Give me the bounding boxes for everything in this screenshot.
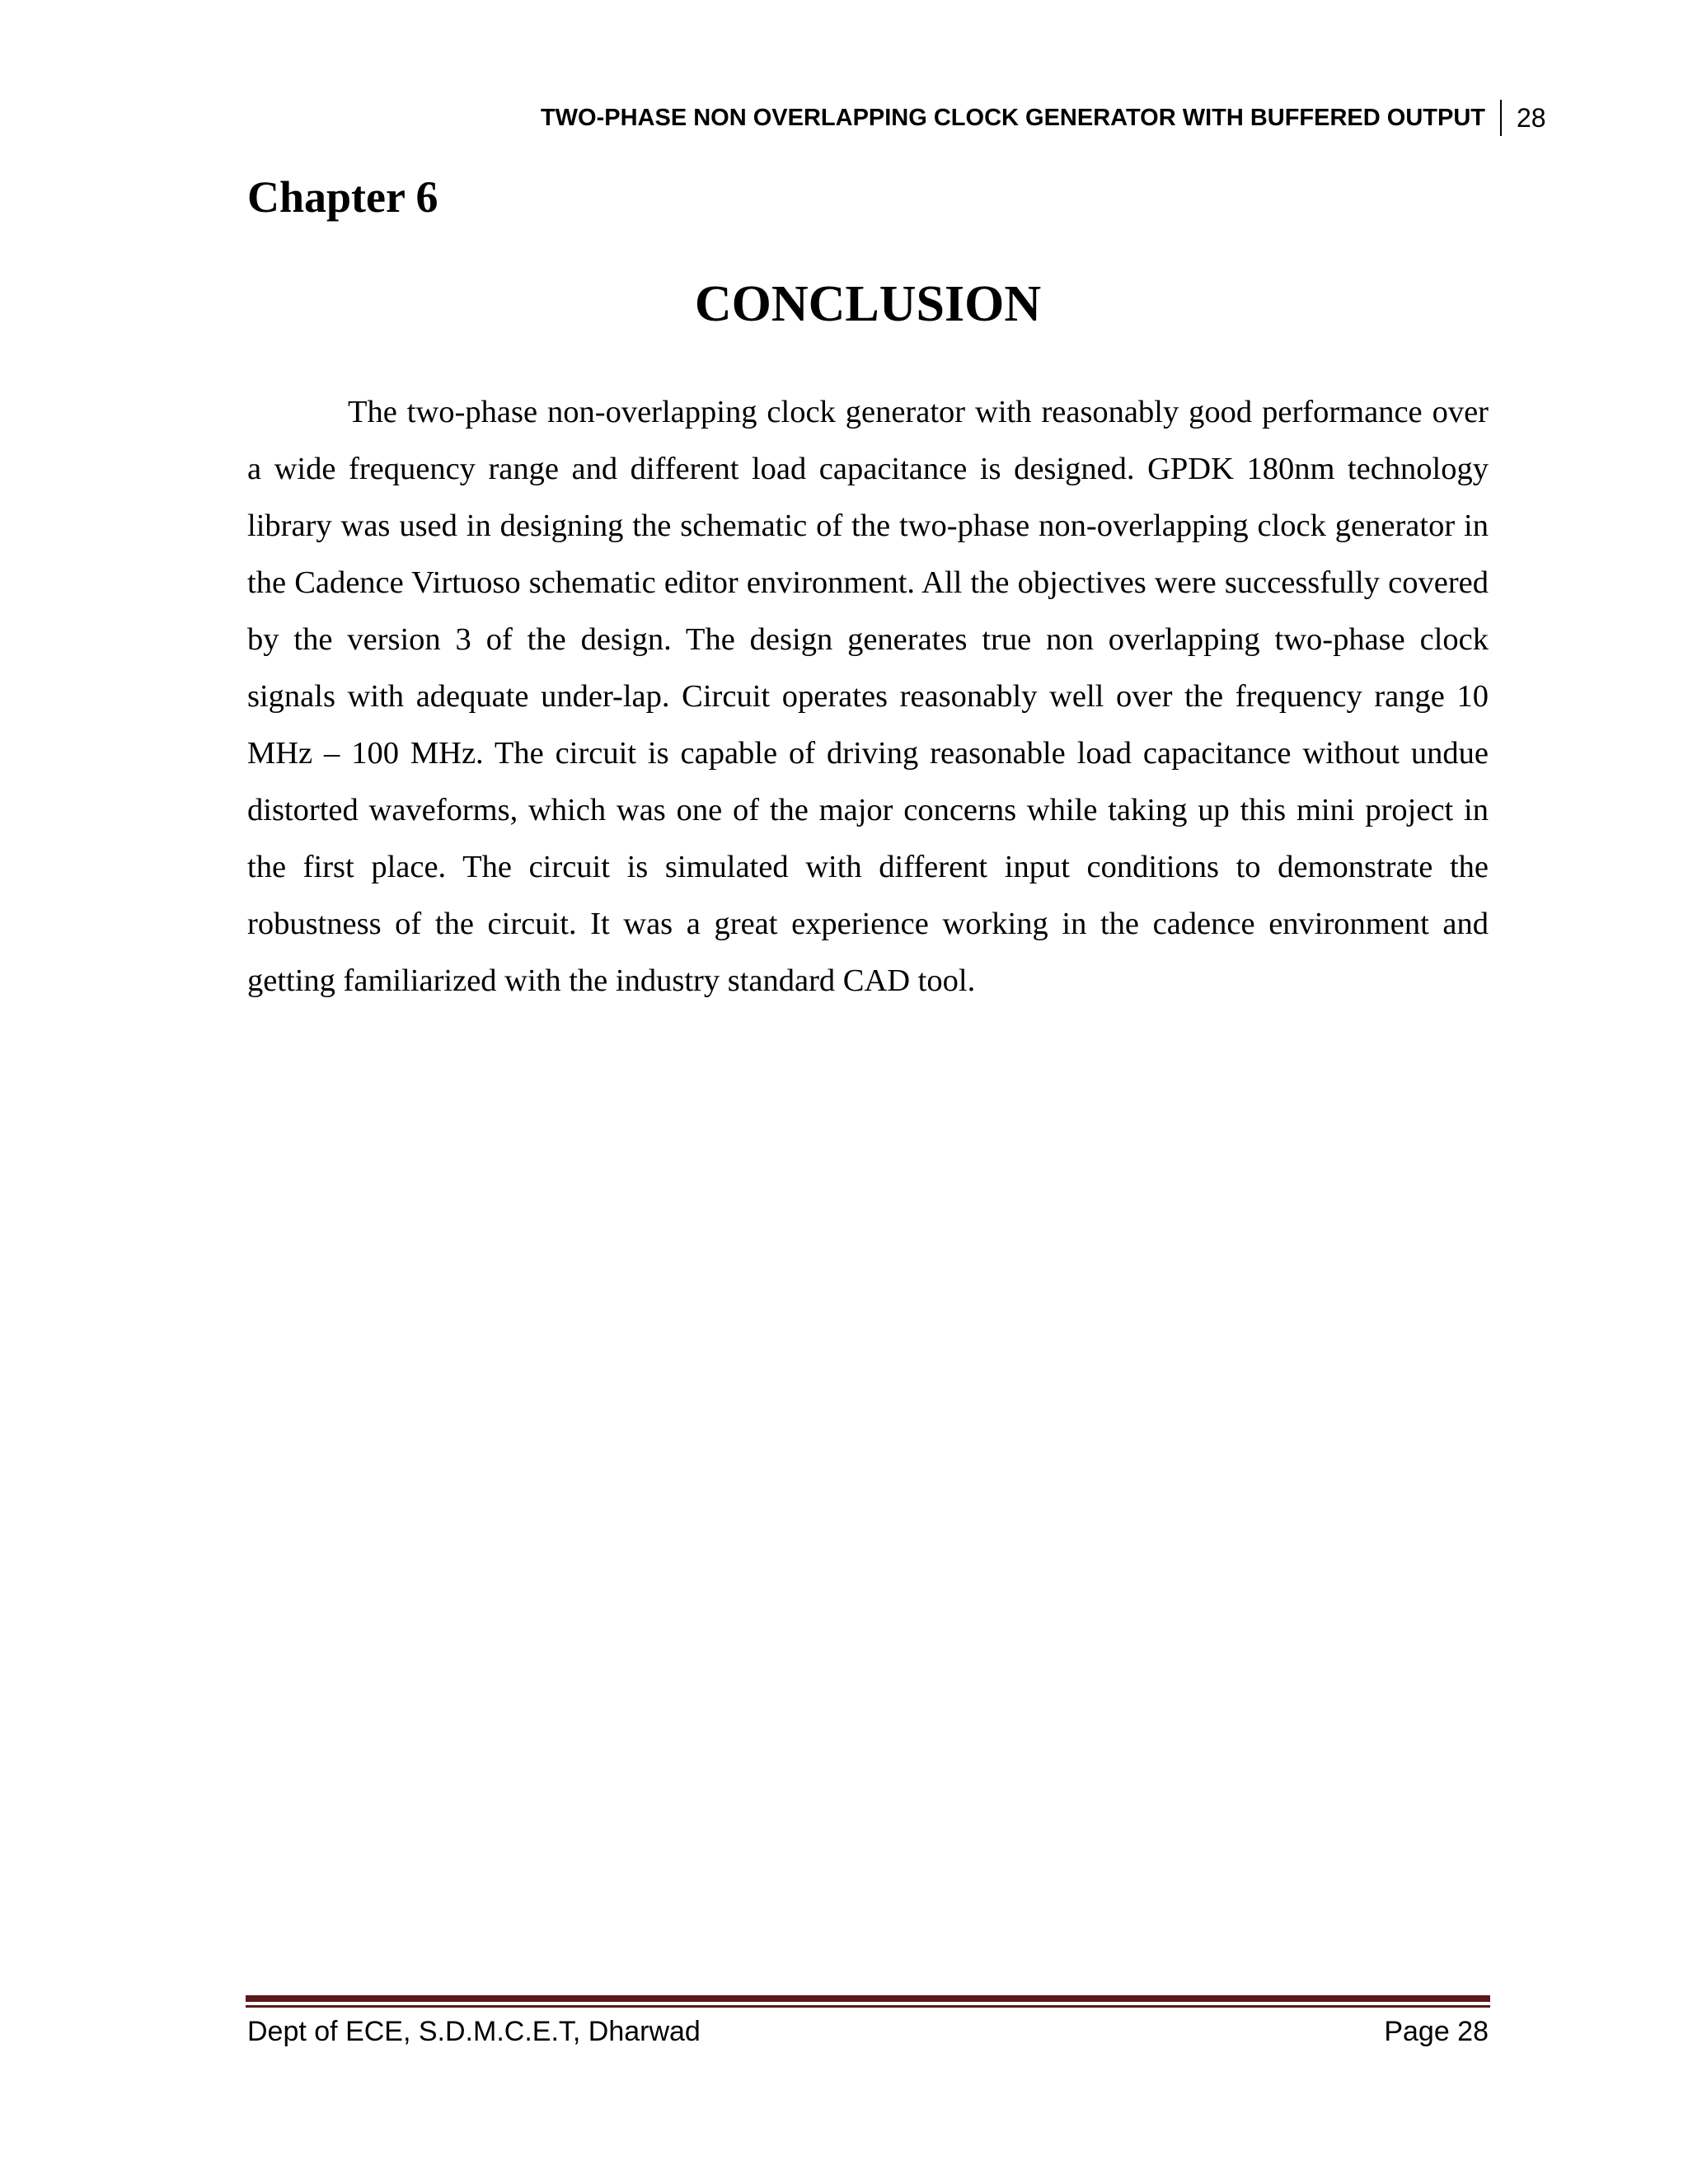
header-separator bbox=[1500, 100, 1502, 136]
footer-rule-thin bbox=[246, 2005, 1490, 2008]
footer-rule-thick bbox=[246, 1995, 1490, 2002]
page-footer bbox=[247, 2011, 1489, 2052]
chapter-label: Chapter 6 bbox=[247, 172, 438, 222]
header-page-number: 28 bbox=[1517, 102, 1546, 133]
header-title: TWO-PHASE NON OVERLAPPING CLOCK GENERATOR WITH BUFFERED OUTPUT bbox=[540, 104, 1485, 131]
running-header bbox=[247, 97, 1550, 138]
body-paragraph: The two-phase non-overlapping clock generator with reasonably good performance over a wide frequency range and different load capacitance is designed. GPDK 180nm technology library was used in designing the schematic of the two-phase non-overlapping clock generator in the Cadence Virtuoso schematic editor environment. All the objectives were successfully covered by the version 3 of the design. The design generates true non overlapping two-phase clock signals with adequate under-lap. Circuit operates reasonably well over the frequency range 10 MHz – 100 MHz. The circuit is capable of driving reasonable load capacitance without undue distorted waveforms, which was one of the major concerns while taking up this mini project in the first place. The circuit is simulated with different input conditions to demonstrate the robustness of the circuit. It was a great experience working in the cadence environment and getting familiarized with the industry standard CAD tool. bbox=[247, 395, 1489, 998]
footer-department: Dept of ECE, S.D.M.C.E.T, Dharwad bbox=[247, 2015, 701, 2047]
section-title: CONCLUSION bbox=[694, 276, 1042, 332]
footer-page-label: Page 28 bbox=[1384, 2015, 1489, 2047]
